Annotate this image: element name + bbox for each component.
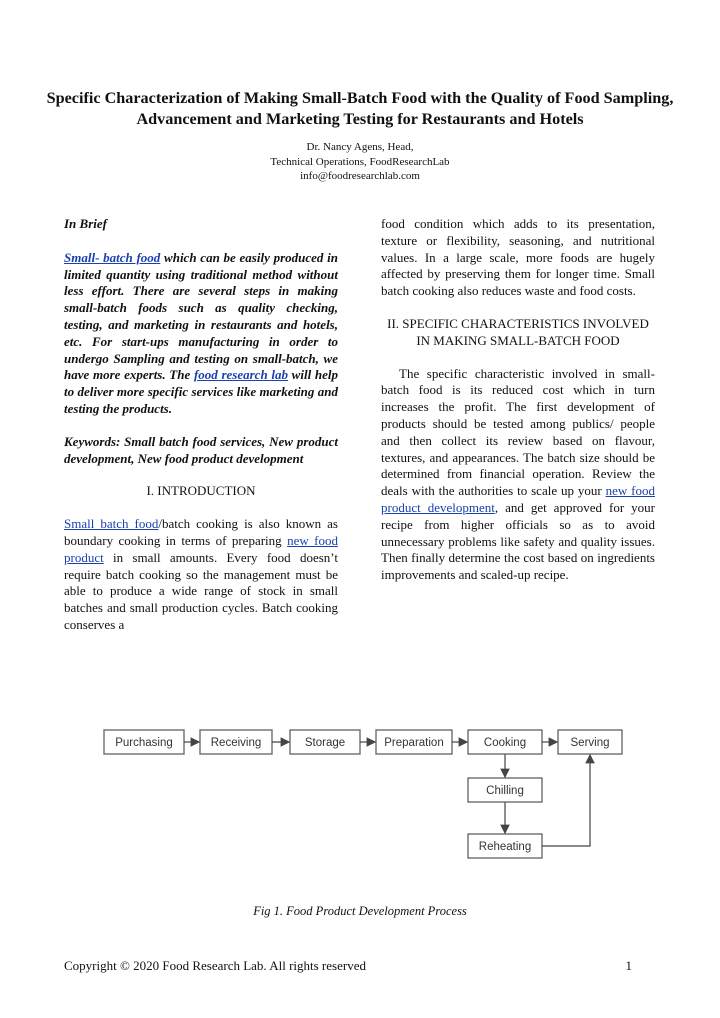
step-label: Receiving [210, 737, 262, 749]
figure-caption: Fig 1. Food Product Development Process [253, 904, 467, 918]
para2-text-2: , and get approved for your recipe from higher officials so as to avoid unnecessary problems like safety and quality issues. Then finally determine the cost based on ingredients improvements and scaled-up recipe. [381, 499, 655, 583]
step-cooking [468, 730, 542, 754]
intro-text-1: /batch cooking is also known as boundary cooking in terms of preparing [64, 516, 338, 548]
step-storage [290, 730, 360, 754]
page-footer [64, 958, 632, 974]
step-label: Preparation [384, 737, 444, 749]
step-label: Purchasing [115, 737, 173, 749]
left-column [64, 216, 338, 634]
keywords: Keywords: Small batch food services, New product development, New food product development [64, 433, 338, 466]
brief-text-1: which can be easily produced in limited quantity using traditional method without less effort. There are several steps in making small-batch foods such as quality checking, testing, and marketing in restaurants and hotels, etc. For start-ups manufacturing in order to undergo Sampling and testing on small-batch, we have more experts. The [64, 249, 338, 383]
step-label: Chilling [486, 785, 524, 797]
right-paragraph-2 [381, 366, 655, 584]
right-paragraph-1: food condition which adds to its presentation, texture or flexibility, seasoning, and nutritional values. In a large scale, more foods are hugely affected by preserving them for longer time. Small batch cooking also reduces waste and food costs. [381, 216, 655, 299]
copyright-notice: Copyright © 2020 Food Research Lab. All rights reserved [64, 958, 366, 973]
brief-text-2: will help to deliver more specific services like marketing and testing the products. [64, 367, 338, 416]
step-label: Cooking [483, 737, 527, 749]
author-affiliation: Technical Operations, FoodResearchLab [270, 155, 450, 168]
author-block [100, 140, 620, 184]
intro-paragraph [64, 516, 338, 634]
brief-paragraph [64, 250, 338, 418]
small-batch-food-link[interactable]: Small- batch food [64, 249, 161, 265]
step-receiving [200, 730, 272, 754]
section-heading-introduction: I. INTRODUCTION [146, 483, 256, 499]
author-email: info@foodresearchlab.com [300, 170, 420, 182]
section-heading-specific-characteristics: II. SPECIFIC CHARACTERISTICS INVOLVED IN MAKING SMALL-BATCH FOOD [387, 315, 649, 348]
step-chilling [468, 778, 542, 802]
new-food-product-link[interactable]: new food product [64, 532, 338, 565]
para2-text-1: The specific characteristic involved in small-batch food is its reduced cost which in turn increases the profit. The first development of products should be tested among publics/ people and then collect its review based on flavour, textures, and appearances. The batch size should be determined from financial operation. Review the deals with the authorities to scale up your [381, 365, 655, 499]
step-purchasing [104, 730, 184, 754]
paper-title: Specific Characterization of Making Small-Batch Food with the Quality of Food Sampling, Advancement and Marketing Testing for Restaurants and Hotels [46, 89, 674, 128]
arrow-reheating-serving [542, 755, 590, 846]
new-food-product-development-link[interactable]: new food product development [381, 483, 655, 515]
step-label: Serving [570, 737, 610, 749]
step-label: Storage [304, 737, 346, 749]
small-batch-food-link-2[interactable]: Small batch food [64, 516, 159, 532]
intro-text-2: in small amounts. Every food doesn’t require batch cooking so the management must be able to produce a wide range of stock in small batches and small production cycles. Batch cooking conserves a [64, 549, 338, 632]
step-serving [558, 730, 622, 754]
food-research-lab-link[interactable]: food research lab [193, 367, 288, 383]
step-label: Reheating [478, 841, 532, 853]
right-column [381, 216, 655, 584]
author-name: Dr. Nancy Agens, Head, [306, 141, 414, 153]
process-flow-diagram [98, 724, 628, 864]
page-number: 1 [625, 958, 632, 973]
brief-heading: In Brief [64, 216, 107, 231]
step-reheating [468, 834, 542, 858]
step-preparation [376, 730, 452, 754]
